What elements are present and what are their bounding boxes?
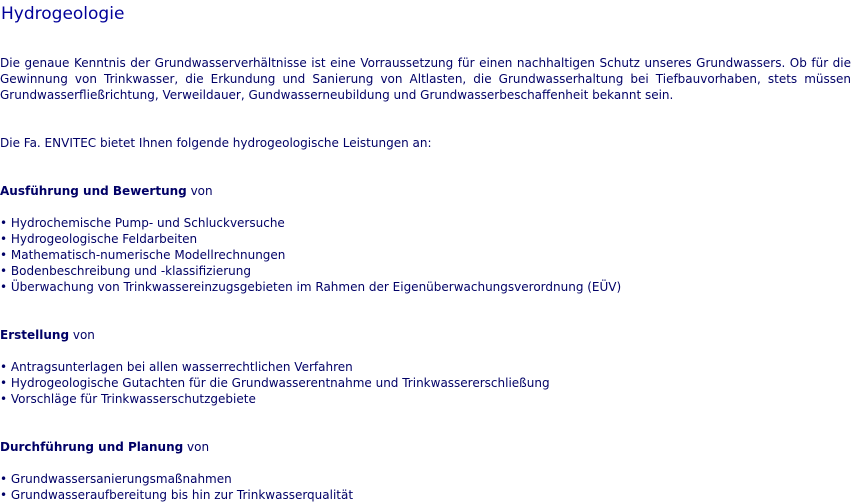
page-title: Hydrogeologie [1, 4, 125, 24]
offer-paragraph: Die Fa. ENVITEC bietet Ihnen folgende hydrogeologische Leistungen an: [0, 136, 432, 150]
section-heading-strong: Durchführung und Planung [0, 440, 184, 454]
section-heading-strong: Ausführung und Bewertung [0, 184, 187, 198]
section-heading-ausfuehrung [0, 183, 213, 199]
section-heading-strong: Erstellung [0, 328, 70, 342]
list-item: • Hydrochemische Pump- und Schluckversuche [0, 216, 285, 230]
list-item: • Vorschläge für Trinkwasserschutzgebiete [0, 392, 256, 406]
list-item: • Mathematisch-numerische Modellrechnungen [0, 248, 286, 262]
list-item: • Bodenbeschreibung und -klassifizierung [0, 264, 251, 278]
service-list-erstellung [0, 359, 550, 407]
list-item: • Hydrogeologische Gutachten für die Grundwasserentnahme und Trinkwassererschließung [0, 376, 550, 390]
section-heading-suffix: von [186, 184, 213, 198]
list-item: • Antragsunterlagen bei allen wasserrechtlichen Verfahren [0, 360, 353, 374]
section-heading-erstellung [0, 327, 95, 343]
service-list-durchfuehrung [0, 471, 353, 503]
list-item: • Überwachung von Trinkwassereinzugsgebieten im Rahmen der Eigenüberwachungsverordnung (EÜV) [0, 280, 622, 294]
service-list-ausfuehrung [0, 215, 621, 295]
list-item: • Grundwasseraufbereitung bis hin zur Trinkwasserqualität [0, 488, 354, 502]
list-item: • Grundwassersanierungsmaßnahmen [0, 472, 232, 486]
section-heading-suffix: von [69, 328, 95, 342]
intro-paragraph: Die genaue Kenntnis der Grundwasserverhältnisse ist eine Vorraussetzung für einen nachhaltigen Schutz unseres Grundwassers. Ob für die Gewinnung von Trinkwasser, die Erkundung und Sanierung von Altlasten, die Grundwasserhaltung bei Tiefbauvorhaben, stets müssen Grundwasserfließrichtung, Verweildauer, Gundwasserneubildung und Grundwasserbeschaffenheit bekannt sein. [0, 56, 851, 102]
section-heading-durchfuehrung [0, 439, 209, 455]
list-item: • Hydrogeologische Feldarbeiten [0, 232, 198, 246]
section-heading-suffix: von [183, 440, 210, 454]
